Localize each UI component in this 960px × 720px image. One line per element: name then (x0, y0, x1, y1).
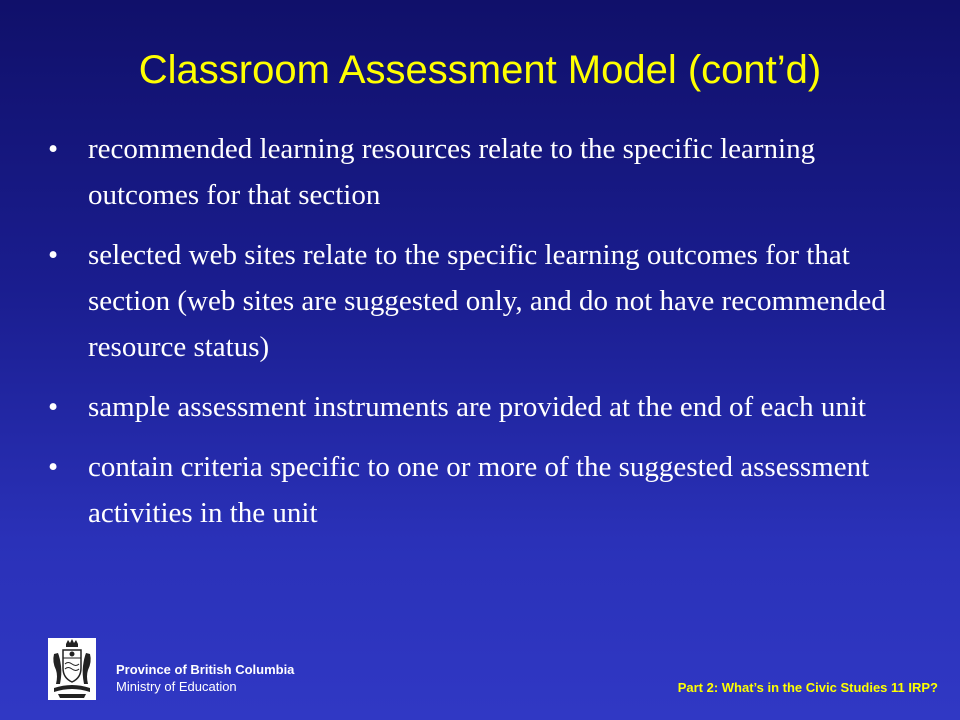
bullet-text: recommended learning resources relate to the specific learning outcomes for that section (88, 133, 816, 211)
bullet-item (48, 126, 908, 218)
bullet-list (48, 126, 908, 550)
footer-part-label: Part 2: What’s in the Civic Studies 11 IRP? (677, 680, 938, 695)
bullet-dot-icon: • (48, 239, 59, 271)
bullet-text: selected web sites relate to the specific learning outcomes for that section (web sites are suggested only, and do not have recommended resource status) (88, 239, 886, 363)
bullet-text: sample assessment instruments are provided at the end of each unit (88, 391, 866, 423)
bullet-dot-icon: • (48, 133, 59, 165)
bullet-item (48, 384, 908, 430)
footer-organization (116, 662, 294, 696)
bullet-text: contain criteria specific to one or more of the suggested assessment activities in the unit (88, 451, 870, 529)
bc-coat-of-arms-icon (48, 638, 96, 700)
bullet-item (48, 232, 908, 370)
bullet-dot-icon: • (48, 391, 59, 423)
footer-org-name: Province of British Columbia (116, 662, 295, 677)
bullet-dot-icon: • (48, 451, 59, 483)
footer-org-ministry: Ministry of Education (116, 679, 237, 694)
bullet-item (48, 444, 908, 536)
slide-title: Classroom Assessment Model (cont’d) (138, 48, 822, 92)
